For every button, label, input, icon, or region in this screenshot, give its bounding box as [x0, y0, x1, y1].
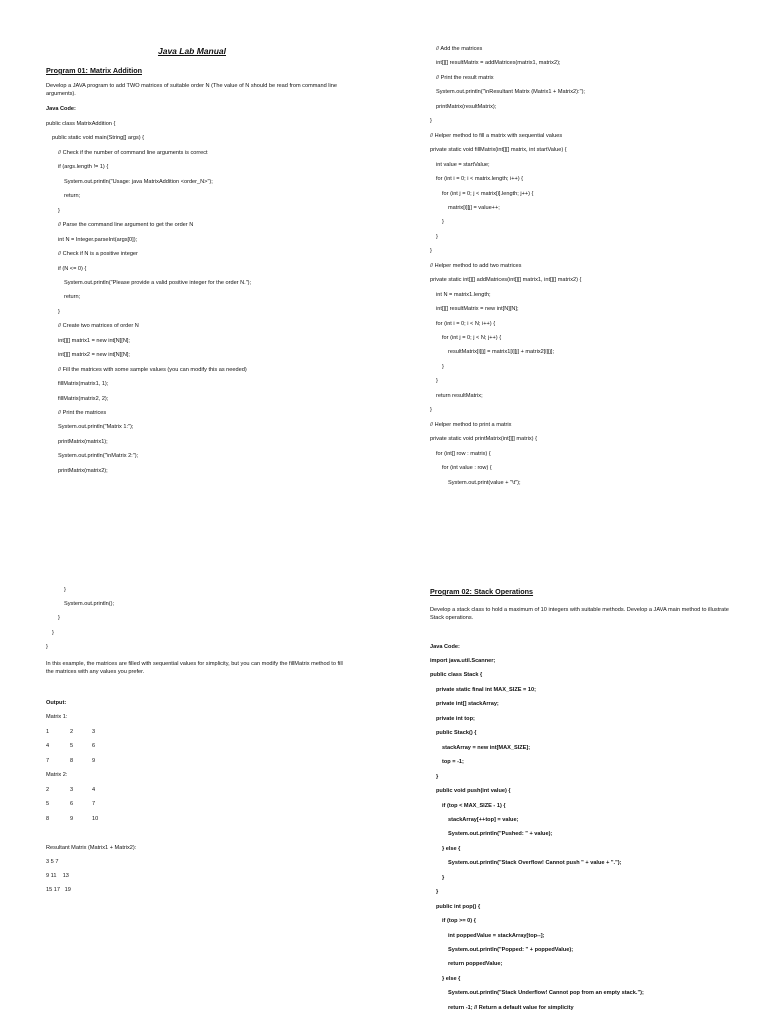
code-line: private static int[][] addMatrices(int[][] matrix1, int[][] matrix2) { — [430, 277, 582, 284]
code-line: } — [430, 248, 432, 255]
code-line: printMatrix(resultMatrix); — [436, 103, 497, 110]
code-line: for (int i = 0; i < matrix.length; i++) { — [436, 176, 524, 183]
matrix-cell: 4 — [92, 787, 96, 793]
result-row: 15 17 19 — [46, 887, 71, 893]
code-line: System.out.println("Stack Underflow! Cannot pop from an empty stack."); — [448, 990, 644, 997]
program-02-title: Program 02: Stack Operations — [430, 587, 534, 596]
code-line: } — [64, 587, 66, 593]
code-line: int poppedValue = stackArray[top--]; — [448, 932, 545, 939]
code-line: public static void main(String[] args) { — [52, 135, 145, 142]
manual-page-3 — [0, 512, 384, 1024]
code-line: public class MatrixAddition { — [46, 121, 116, 127]
code-line: int[][] matrix1 = new int[N][N]; — [58, 337, 130, 344]
code-line: } — [430, 118, 432, 125]
code-line: } — [46, 643, 48, 650]
manual-page-2 — [384, 0, 768, 512]
code-line: } — [442, 363, 444, 370]
program-01-description: Develop a JAVA program to add TWO matrices of suitable order N (The value of N should be read from command line arguments). — [46, 83, 338, 98]
code-line: // Create two matrices of order N — [58, 323, 139, 330]
matrix-cell: 6 — [92, 743, 96, 750]
code-line: System.out.println("Usage: java MatrixAddition <order_N>"); — [64, 178, 213, 185]
code-line: if (N <= 0) { — [58, 265, 87, 272]
code-line: private int[] stackArray; — [436, 701, 499, 708]
code-line: for (int[] row : matrix) { — [436, 450, 491, 457]
matrix-note: In this example, the matrices are filled with sequential values for simplicity, but you can modify the fillMatrix method to fill the matrices with any values you prefer. — [46, 661, 343, 676]
code-line: if (top >= 0) { — [442, 918, 476, 925]
result-row: 3 5 7 — [46, 859, 59, 865]
matrix-cell: 10 — [92, 815, 99, 822]
code-line: } — [436, 378, 438, 385]
code-line: System.out.print(value + "\t"); — [448, 479, 521, 486]
code-line: if (top < MAX_SIZE - 1) { — [442, 802, 506, 809]
code-line: for (int value : row) { — [442, 465, 492, 472]
code-line: // Helper method to add two matrices — [430, 262, 522, 269]
code-line: // Helper method to print a matrix — [430, 421, 512, 428]
result-row: 9 11 13 — [46, 873, 69, 879]
code-line: } — [430, 407, 432, 414]
code-line: System.out.println("\nMatrix 2:"); — [58, 453, 139, 460]
matrix1-label: Matrix 1: — [46, 714, 68, 720]
code-line: // Check if the number of command line arguments is correct — [58, 149, 208, 156]
code-line: } — [58, 207, 60, 214]
code-line: if (args.length != 1) { — [58, 164, 109, 171]
code-line: return; — [64, 294, 81, 301]
manual-page-1 — [0, 0, 384, 512]
code-line: System.out.println("\nResultant Matrix (Matrix1 + Matrix2):"); — [436, 89, 585, 96]
program-01-title: Program 01: Matrix Addition — [46, 66, 142, 75]
code-line: } — [436, 773, 439, 780]
code-line: private static void fillMatrix(int[][] matrix, int startValue) { — [430, 147, 567, 154]
code-line: } — [436, 233, 438, 240]
result-label: Resultant Matrix (Matrix1 + Matrix2): — [46, 845, 137, 851]
code-line: for (int i = 0; i < N; i++) { — [436, 320, 496, 327]
matrix-cell: 1 — [46, 729, 50, 735]
matrix-cell: 3 — [92, 729, 96, 735]
code-line: // Helper method to fill a matrix with sequential values — [430, 132, 563, 139]
matrix-cell: 4 — [46, 743, 50, 750]
code-line: int[][] resultMatrix = addMatrices(matrix1, matrix2); — [436, 60, 561, 67]
code-line: public Stack() { — [436, 730, 477, 737]
code-line: for (int j = 0; j < matrix[i].length; j++) { — [442, 190, 534, 197]
code-line: // Print the result matrix — [436, 74, 494, 81]
code-line: System.out.println("Popped: " + poppedValue); — [448, 947, 574, 953]
code-line: return -1; // Return a default value for simplicity — [448, 1004, 574, 1011]
code-line: } — [442, 219, 444, 226]
code-heading: Java Code: — [46, 106, 76, 112]
code-line: } — [442, 874, 445, 881]
code-line: fillMatrix(matrix2, 2); — [58, 395, 109, 402]
code-line: public int pop() { — [436, 903, 481, 910]
code-line: } else { — [442, 845, 461, 852]
code-line: int N = Integer.parseInt(args[0]); — [58, 236, 138, 243]
code-line: int N = matrix1.length; — [436, 291, 491, 298]
matrix-cell: 7 — [92, 801, 96, 808]
matrix-cell: 6 — [70, 801, 74, 808]
code-line: // Fill the matrices with some sample values (you can modify this as needed) — [58, 366, 247, 373]
code-line: System.out.println("Please provide a valid positive integer for the order N."); — [64, 279, 252, 286]
code-line: } — [58, 615, 60, 622]
matrix-cell: 2 — [46, 787, 50, 793]
code-line: for (int j = 0; j < N; j++) { — [442, 335, 502, 341]
code-line: printMatrix(matrix1); — [58, 438, 108, 445]
code-line: private int top; — [436, 715, 475, 722]
code-line: } — [58, 308, 60, 315]
matrix-cell: 7 — [46, 757, 50, 764]
code-line: import java.util.Scanner; — [430, 658, 496, 664]
document-title: Java Lab Manual — [157, 46, 227, 56]
matrix-cell: 2 — [70, 729, 74, 735]
code-line: return resultMatrix; — [436, 392, 483, 399]
matrix-cell: 3 — [70, 787, 74, 793]
code-line: // Parse the command line argument to get the order N — [58, 222, 194, 229]
code-line: } — [52, 629, 54, 636]
code-line: public void push(int value) { — [436, 788, 511, 795]
output-heading: Output: — [46, 700, 67, 706]
code-line: stackArray = new int[MAX_SIZE]; — [442, 744, 531, 751]
code-line: return; — [64, 193, 81, 200]
matrix-cell: 8 — [70, 757, 74, 764]
code-line: // Check if N is a positive integer — [58, 251, 138, 258]
code-line: int[][] matrix2 = new int[N][N]; — [58, 352, 130, 359]
code-line: } else { — [442, 975, 461, 982]
code-line: System.out.println("Pushed: " + value); — [448, 831, 553, 838]
code-line: fillMatrix(matrix1, 1); — [58, 381, 109, 388]
code-line: } — [436, 889, 439, 896]
manual-page-4 — [384, 512, 768, 1024]
code-line: stackArray[++top] = value; — [448, 816, 519, 823]
code-line: // Add the matrices — [436, 46, 483, 52]
code-line: matrix[i][j] = value++; — [448, 204, 500, 211]
code-line: int value = startValue; — [436, 161, 490, 168]
matrix-cell: 8 — [46, 815, 50, 822]
code-line: System.out.println(); — [64, 601, 115, 608]
code-line: return poppedValue; — [448, 961, 503, 968]
matrix-cell: 9 — [92, 757, 96, 764]
code-line: public class Stack { — [430, 672, 483, 679]
matrix2-label: Matrix 2: — [46, 772, 68, 778]
code-line: private static final int MAX_SIZE = 10; — [436, 686, 536, 693]
matrix-cell: 5 — [70, 743, 74, 750]
code-line: resultMatrix[i][j] = matrix1[i][j] + matrix2[i][j]; — [448, 349, 554, 356]
matrix-cell: 9 — [70, 815, 74, 822]
code-line: System.out.println("Matrix 1:"); — [58, 424, 134, 431]
matrix-cell: 5 — [46, 801, 50, 808]
code-line: printMatrix(matrix2); — [58, 467, 108, 474]
code-line: private static void printMatrix(int[][] matrix) { — [430, 436, 537, 443]
code-line: top = -1; — [442, 759, 464, 766]
program-02-description: Develop a stack class to hold a maximum of 10 integers with suitable methods. Develop a JAVA main method to illustrate Stack operations. — [430, 607, 729, 622]
code-line: // Print the matrices — [58, 410, 107, 416]
code-heading: Java Code: — [430, 644, 460, 650]
code-line: System.out.println("Stack Overflow! Cannot push " + value + "."); — [448, 860, 622, 867]
code-line: int[][] resultMatrix = new int[N][N]; — [436, 306, 519, 313]
